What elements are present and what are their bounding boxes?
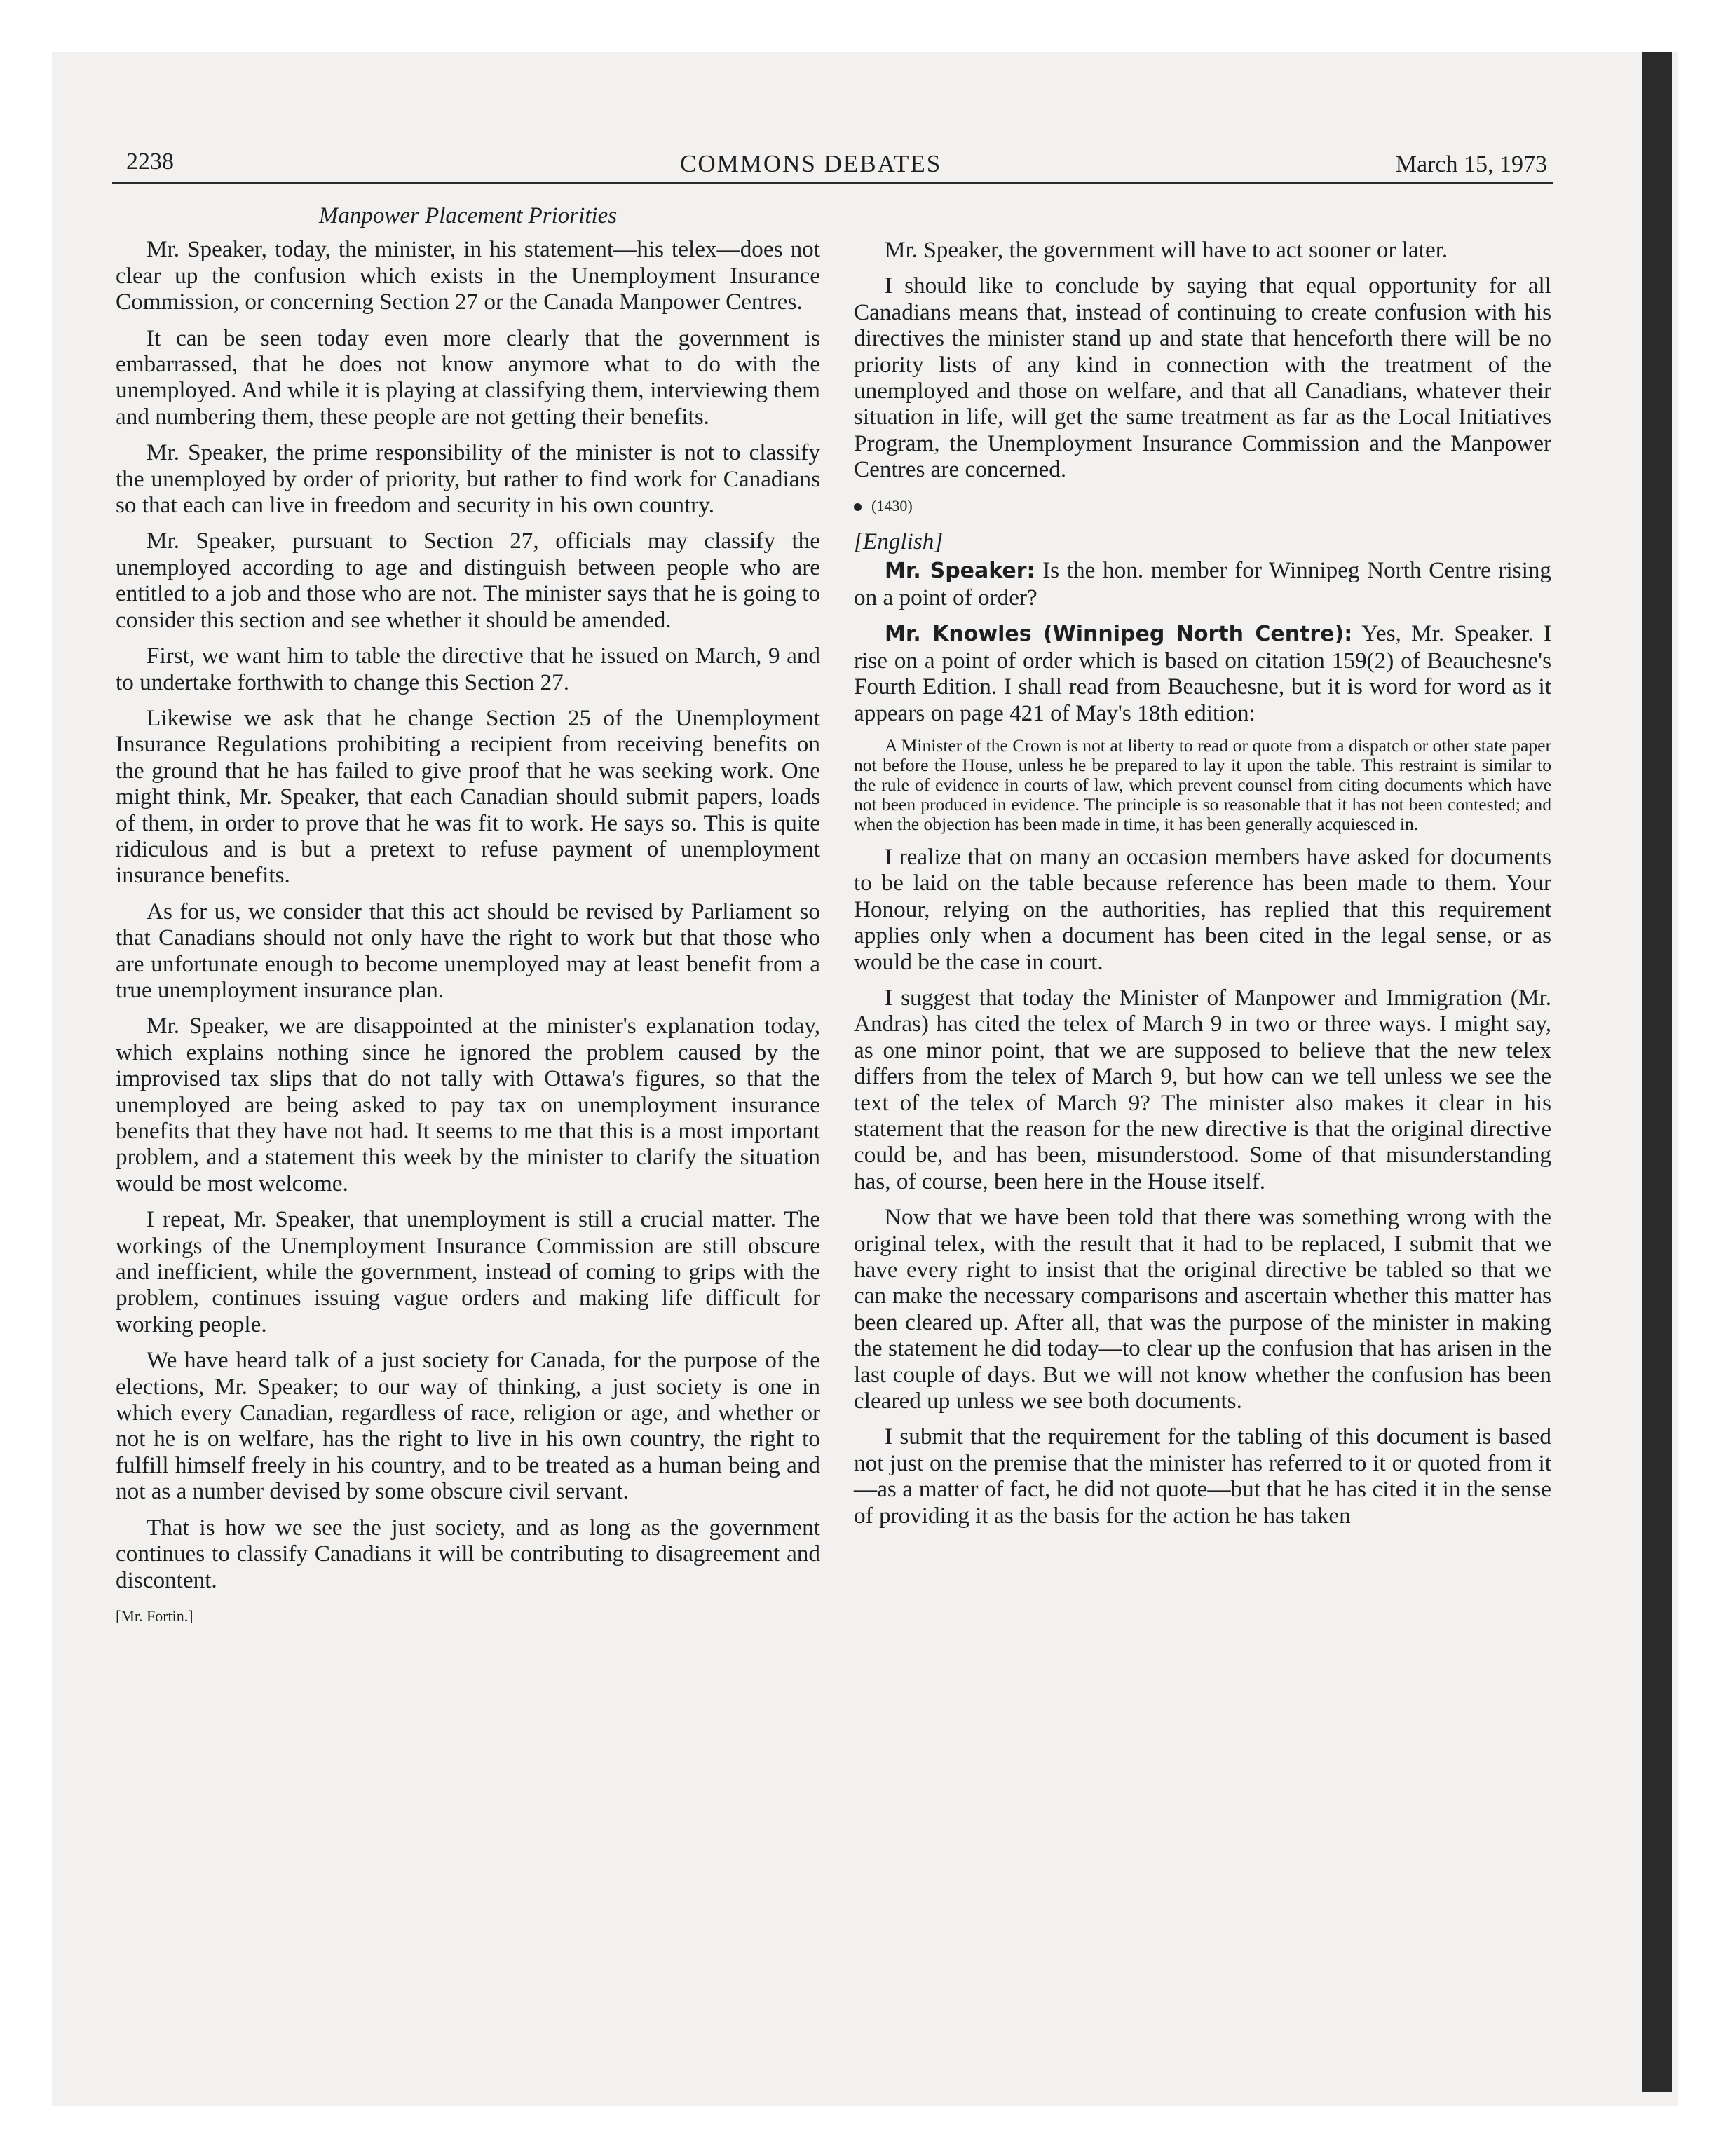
right-column: [854, 237, 1551, 1538]
member-name: Mr. Knowles (Winnipeg North Centre):: [885, 622, 1353, 647]
paragraph: It can be seen today even more clearly that the government is embarrassed, that he does not know anymore what to do with the unemployed. And while it is playing at classifying them, interviewing them and numbering them, these people are not getting their benefits.: [116, 325, 820, 430]
publication-date: March 15, 1973: [1395, 151, 1547, 177]
speaker-byline: [Mr. Fortin.]: [116, 1606, 193, 1625]
paragraph: Mr. Speaker, the prime responsibility of the minister is not to classify the unemployed by order of priority, but rather to find work for Canadians so that each can live in freedom and security in his own country.: [116, 439, 820, 519]
time-marker: [854, 493, 1551, 519]
paragraph: I should like to conclude by saying that equal opportunity for all Canadians means that, instead of continuing to create confusion with his directives the minister stand up and state that henceforth there will be no priority lists of any kind in connection with the treatment of the unemployed and those on welfare, and that all Canadians, whatever their situation in life, will get the same treatment as far as the Local Initiatives Program, the Unemployment Insurance Commission and the Manpower Centres are concerned.: [854, 273, 1551, 483]
paragraph: I repeat, Mr. Speaker, that unemployment is still a crucial matter. The workings of the Unemployment Insurance Commission are still obscure and inefficient, while the government, instead of coming to grips with the problem, continues issuing vague orders and making life difficult for working people.: [116, 1206, 820, 1337]
left-column: [116, 203, 820, 1639]
speaker-text: Is the hon. member for Winnipeg North Centre rising on a point of order?: [854, 557, 1551, 610]
paragraph: Now that we have been told that there was something wrong with the original telex, with the result that it had to be replaced, I submit that we have every right to insist that the original directive be tabled so that we can make the necessary comparisons and ascertain whether this matter has been cleared up. After all, that was the purpose of the minister in making the statement he did today—to clear up the confusion that has arisen in the last couple of days. But we will not know whether the confusion has been cleared up unless we see both documents.: [854, 1204, 1551, 1414]
paragraph: First, we want him to table the directive that he issued on March, 9 and to undertake forthwith to change this Section 27.: [116, 643, 820, 695]
knowles-paragraph: [854, 620, 1551, 726]
paragraph: We have heard talk of a just society for Canada, for the purpose of the elections, Mr. Speaker; to our way of thinking, a just society is one in which every Canadian, regardless of race, religion or age, and whether or not he is on welfare, has the right to live in his own country, the right to fulfill himself freely in his country, and to be treated as a human being and not as a number devised by some obscure civil servant.: [116, 1347, 820, 1505]
paragraph: I realize that on many an occasion members have asked for documents to be laid on the table because reference has been made to them. Your Honour, relying on the authorities, has replied that this requirement applies only when a document has been cited in the legal sense, or as would be the case in court.: [854, 843, 1551, 975]
language-note: [English]: [854, 528, 944, 555]
speaker-name: Mr. Speaker:: [885, 559, 1035, 584]
speaker-paragraph: [854, 557, 1551, 610]
bullet-icon: [854, 503, 862, 511]
block-quote: A Minister of the Crown is not at liberty to read or quote from a dispatch or other state paper not before the House, unless he be prepared to lay it upon the table. This restraint is similar to the rule of evidence in courts of law, which prevent counsel from citing documents which have not been produced in evidence. The principle is so reasonable that it has not been contested; and when the objection has been made in time, it has been generally acquiesced in.: [854, 735, 1551, 834]
time-marker-text: (1430): [871, 496, 913, 514]
publication-title: COMMONS DEBATES: [680, 150, 942, 177]
paragraph: I submit that the requirement for the tabling of this document is based not just on the premise that the minister has referred to it or quoted from it—as a matter of fact, he did not quote—but that he has cited it in the sense of providing it as the basis for the action he has taken: [854, 1424, 1551, 1529]
paragraph: Likewise we ask that he change Section 25 of the Unemployment Insurance Regulations prohibiting a recipient from receiving benefits on the ground that he has failed to give proof that he was seeking work. One might think, Mr. Speaker, that each Canadian should submit papers, loads of them, in order to prove that he was fit to work. He says so. This is quite ridiculous and is but a pretext to refuse payment of unemployment insurance benefits.: [116, 704, 820, 889]
running-header: [112, 142, 1553, 184]
paragraph: I suggest that today the Minister of Manpower and Immigration (Mr. Andras) has cited the telex of March 9 in two or three ways. I might say, as one minor point, that we are supposed to believe that the new telex differs from the telex of March 9, but how can we tell unless we see the text of the telex of March 9? The minister also makes it clear in his statement that the reason for the new directive is that the original directive could be, and has been, misunderstood. Some of that misunderstanding has, of course, been here in the House itself.: [854, 984, 1551, 1194]
scan-edge-shadow: [1642, 52, 1672, 2092]
paragraph: Mr. Speaker, today, the minister, in his statement—his telex—does not clear up the confusion which exists in the Unemployment Insurance Commission, or concerning Section 27 or the Canada Manpower Centres.: [116, 236, 820, 315]
member-text: Yes, Mr. Speaker. I rise on a point of order which is based on citation 159(2) of Beauchesne's Fourth Edition. I shall read from Beauchesne, but it is word for word as it appears on page 421 of May's 18th edition:: [854, 620, 1551, 726]
paragraph: Mr. Speaker, the government will have to act sooner or later.: [885, 237, 1448, 263]
paragraph: As for us, we consider that this act should be revised by Parliament so that Canadians should not only have the right to work but that those who are unfortunate enough to become unemployed may at least benefit from a true unemployment insurance plan.: [116, 898, 820, 1003]
paragraph: That is how we see the just society, and as long as the government continues to classify Canadians it will be contributing to disagreement and discontent.: [116, 1514, 820, 1593]
paragraph: Mr. Speaker, pursuant to Section 27, officials may classify the unemployed according to age and distinguish between people who are entitled to a job and those who are not. The minister says that he is going to consider this section and see whether it should be amended.: [116, 528, 820, 633]
paragraph: Mr. Speaker, we are disappointed at the minister's explanation today, which explains nothing since he ignored the problem caused by the improvised tax slips that do not tally with Ottawa's figures, so that the unemployed are being asked to pay tax on unemployment insurance benefits that they have not had. It seems to me that this is a most important problem, and a statement this week by the minister to clarify the situation would be most welcome.: [116, 1013, 820, 1196]
section-subheading: Manpower Placement Priorities: [318, 203, 618, 228]
page-number: 2238: [126, 149, 174, 175]
document-page: [112, 133, 1553, 1928]
